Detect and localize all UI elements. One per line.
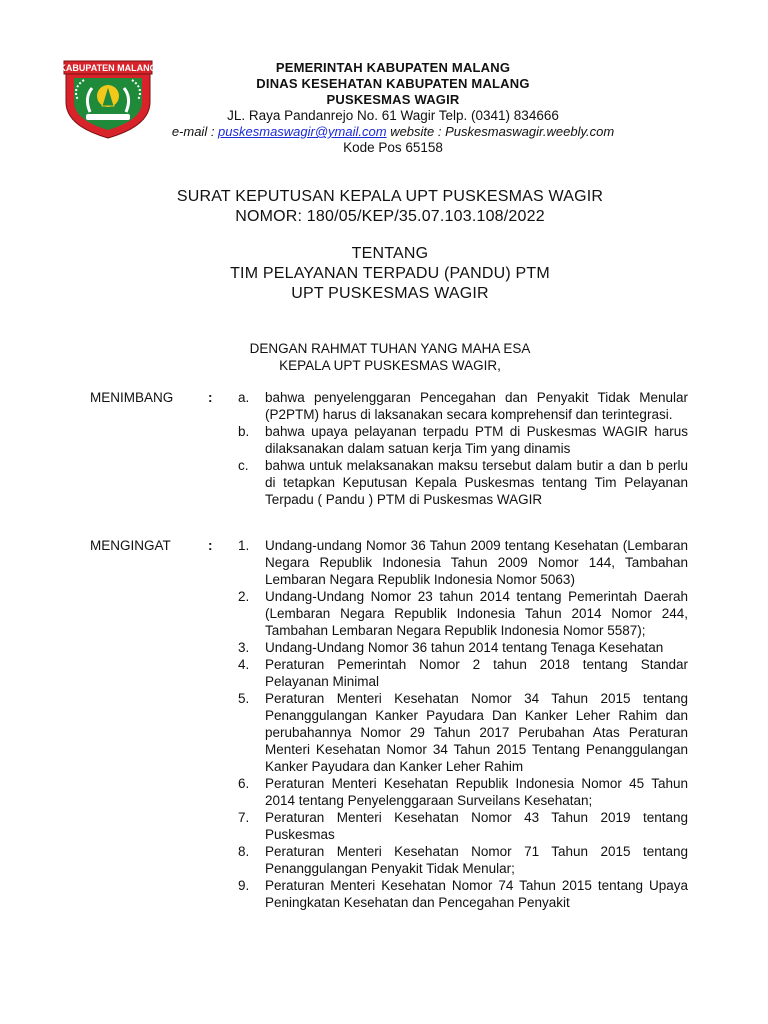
list-marker: 4. bbox=[238, 657, 250, 672]
mengingat-list bbox=[238, 537, 688, 911]
decree-title bbox=[90, 187, 690, 227]
menimbang-colon: : bbox=[208, 390, 213, 405]
decree-subject-line-2: UPT PUSKESMAS WAGIR bbox=[291, 285, 489, 302]
list-marker: 5. bbox=[238, 691, 250, 706]
list-text: Peraturan Menteri Kesehatan Nomor 74 Tahun 2015 tentang Upaya Peningkatan Kesehatan dan Pencegahan Penyakit bbox=[265, 878, 688, 910]
list-text: Undang-Undang Nomor 23 tahun 2014 tentang Pemerintah Daerah (Lembaran Negara Republik Indonesia Tahun 2014 Nomor 244, Tambahan Lembaran Negara Republik Indonesia Nomor 5587); bbox=[265, 589, 688, 638]
salutation-line-1: DENGAN RAHMAT TUHAN YANG MAHA ESA bbox=[249, 341, 531, 356]
list-text: Peraturan Pemerintah Nomor 2 tahun 2018 tentang Standar Pelayanan Minimal bbox=[265, 657, 688, 689]
salutation bbox=[200, 340, 580, 374]
decree-title-line-1: SURAT KEPUTUSAN KEPALA UPT PUSKESMAS WAGIR bbox=[176, 188, 604, 205]
list-marker: b. bbox=[238, 424, 250, 439]
mengingat-label: MENGINGAT bbox=[90, 538, 171, 553]
list-marker: 7. bbox=[238, 810, 250, 825]
list-text: bahwa upaya pelayanan terpadu PTM di Puskesmas WAGIR harus dilaksanakan dalam satuan kerja Tim yang dinamis bbox=[265, 424, 688, 456]
list-marker: 8. bbox=[238, 844, 250, 859]
letterhead-line-3: PUSKESMAS WAGIR bbox=[326, 92, 460, 107]
letterhead-postcode: Kode Pos 65158 bbox=[343, 140, 443, 155]
list-item bbox=[238, 809, 688, 843]
decree-subject-line-1: TIM PELAYANAN TERPADU (PANDU) PTM bbox=[230, 265, 550, 282]
list-item bbox=[238, 775, 688, 809]
menimbang-label: MENIMBANG bbox=[90, 390, 174, 405]
email-link[interactable]: puskesmaswagir@ymail.com bbox=[218, 124, 387, 139]
list-text: bahwa untuk melaksanakan maksu tersebut dalam butir a dan b perlu di tetapkan Keputusan Kepala Puskesmas tentang Tim Pelayanan Terpadu ( Pandu ) PTM di Puskesmas WAGIR bbox=[265, 458, 688, 507]
list-text: Peraturan Menteri Kesehatan Nomor 34 Tahun 2015 tentang Penanggulangan Kanker Payudara Dan Kanker Leher Rahim dan perubahannya Nomor 29 Tahun 2017 Perubahan Atas Peraturan Menteri Kesehatan Nomor 34 Tahun 2015 Tentang Penanggulangan Kanker Payudara dan Kanker Leher Rahim bbox=[265, 691, 688, 774]
list-text: Undang-undang Nomor 36 Tahun 2009 tentang Kesehatan (Lembaran Negara Republik Indonesia Tahun 2009 Nomor 144, Tambahan Lembaran Negara Republik Indonesia Nomor 5063) bbox=[265, 538, 688, 587]
list-item bbox=[238, 877, 688, 911]
list-marker: 9. bbox=[238, 878, 250, 893]
letterhead bbox=[150, 60, 636, 156]
list-item bbox=[238, 656, 688, 690]
letterhead-line-2: DINAS KESEHATAN KABUPATEN MALANG bbox=[256, 76, 530, 91]
kabupaten-malang-logo bbox=[62, 58, 154, 140]
list-text: Peraturan Menteri Kesehatan Republik Indonesia Nomor 45 Tahun 2014 tentang Penyelenggaraan Surveilans Kesehatan; bbox=[265, 776, 688, 808]
salutation-line-2: KEPALA UPT PUSKESMAS WAGIR, bbox=[279, 358, 501, 373]
menimbang-list bbox=[238, 389, 688, 508]
list-text: Peraturan Menteri Kesehatan Nomor 71 Tahun 2015 tentang Penanggulangan Penyakit Tidak Menular; bbox=[265, 844, 688, 876]
list-item bbox=[238, 690, 688, 775]
letterhead-line-1: PEMERINTAH KABUPATEN MALANG bbox=[275, 60, 511, 75]
mengingat-colon: : bbox=[208, 538, 213, 553]
list-item bbox=[238, 843, 688, 877]
svg-text:KABUPATEN MALANG: KABUPATEN MALANG bbox=[62, 63, 154, 73]
decree-number: NOMOR: 180/05/KEP/35.07.103.108/2022 bbox=[235, 208, 545, 225]
list-item bbox=[238, 389, 688, 423]
list-item bbox=[238, 537, 688, 588]
list-text: Undang-Undang Nomor 36 tahun 2014 tentang Tenaga Kesehatan bbox=[265, 640, 664, 655]
list-item bbox=[238, 639, 688, 656]
tentang-label: TENTANG bbox=[351, 245, 429, 262]
letterhead-address: JL. Raya Pandanrejo No. 61 Wagir Telp. (0341) 834666 bbox=[227, 108, 559, 123]
list-marker: 1. bbox=[238, 538, 250, 553]
letterhead-contact bbox=[150, 124, 636, 140]
list-item bbox=[238, 588, 688, 639]
list-text: bahwa penyelenggaran Pencegahan dan Penyakit Tidak Menular (P2PTM) harus di laksanakan secara komprehensif dan terintegrasi. bbox=[265, 390, 688, 422]
list-item bbox=[238, 457, 688, 508]
website-text: website : Puskesmaswagir.weebly.com bbox=[386, 124, 615, 139]
list-item bbox=[238, 423, 688, 457]
list-marker: c. bbox=[238, 458, 249, 473]
list-marker: 2. bbox=[238, 589, 250, 604]
email-prefix: e-mail : bbox=[171, 124, 219, 139]
list-text: Peraturan Menteri Kesehatan Nomor 43 Tahun 2019 tentang Puskesmas bbox=[265, 810, 688, 842]
list-marker: 3. bbox=[238, 640, 250, 655]
list-marker: 6. bbox=[238, 776, 250, 791]
list-marker: a. bbox=[238, 390, 250, 405]
decree-subject bbox=[90, 244, 690, 304]
